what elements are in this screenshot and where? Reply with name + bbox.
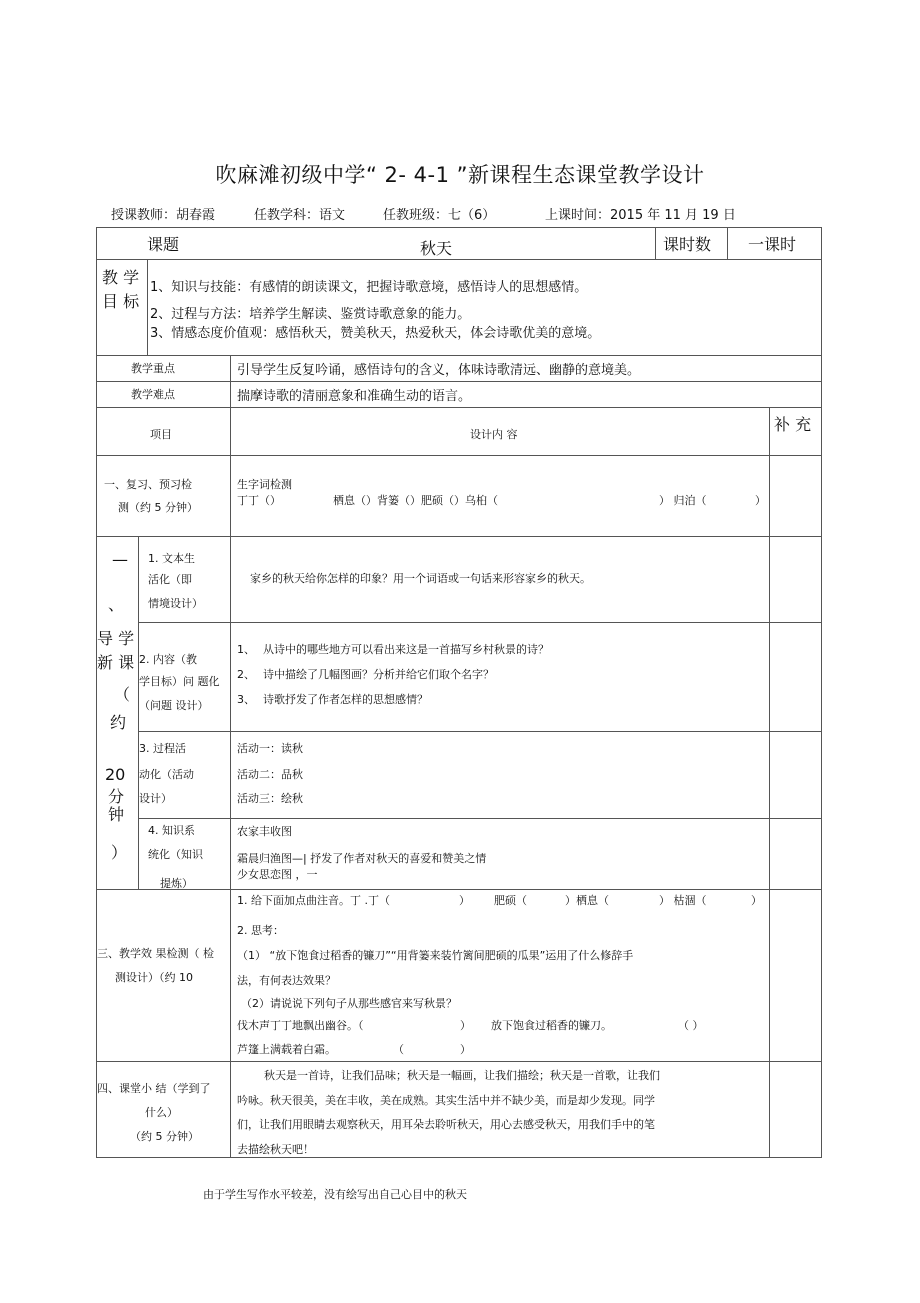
sub1-label: 1. 文本生 (148, 552, 195, 565)
difficulty-value: 揣摩诗歌的清丽意象和准确生动的语言。 (237, 389, 472, 404)
goals-label-2: 目 标 (102, 292, 140, 311)
key-value: 引导学生反复吟诵，感悟诗句的含义，体味诗歌清远、幽静的意境美。 (237, 363, 641, 378)
review-line2: 栖息（）背篓（）肥硕（）乌桕（ (333, 494, 498, 507)
sub1-content: 家乡的秋天给你怎样的印象？用一个词语或一句话来形容家乡的秋天。 (250, 572, 591, 585)
sub2-label: 2. 内容（教 (139, 653, 197, 666)
column-design: 设计内 容 (470, 428, 518, 441)
key-label: 教学重点 (131, 362, 175, 375)
sub3-label: 设计） (139, 792, 172, 805)
page-title: 吹麻滩初级中学“ 2- 4-1 ”新课程生态课堂教学设计 (215, 163, 705, 187)
guide-label: ） (111, 843, 128, 862)
column-item: 项目 (150, 428, 172, 441)
check-q1: ）栖息（ (565, 894, 609, 907)
check-q2-1: 法，有何表达效果？ (237, 974, 336, 987)
summary-line: 吟咏。秋天很美，美在丰收，美在成熟。其实生活中并不缺少美，而是却少发现。同学 (237, 1094, 655, 1107)
summary-line: 秋天是一首诗，让我们品味；秋天是一幅画，让我们描绘；秋天是一首歌，让我们 (264, 1069, 660, 1082)
reflection-note: 由于学生写作水平较差，没有绘写出自己心目中的秋天 (203, 1188, 467, 1201)
summary-line: 们，让我们用眼睛去观察秋天，用耳朵去聆听秋天，用心去感受秋天，用我们手中的笔 (237, 1118, 655, 1131)
activity-item: 活动一：读秋 (237, 742, 303, 755)
sub2-num: 1、 (237, 643, 255, 656)
sub4-label: 统化（知识 (148, 848, 203, 861)
sub4-line: 农家丰收图 (237, 825, 292, 838)
check-sentence: 伐木声丁丁地飘出幽谷。（ (237, 1019, 364, 1032)
guide-label: 钟 (108, 805, 125, 824)
difficulty-label: 教学难点 (131, 388, 175, 401)
review-label-2: 测（约 5 分钟） (118, 501, 198, 514)
goals-label-1: 教 学 (102, 268, 140, 287)
guide-label: — (112, 550, 128, 569)
sub4-label: 提炼） (160, 877, 193, 890)
check-q2-1: （1） “放下饱食过稻香的镰刀”“用背篓来装竹篱间肥硕的瓜果”运用了什么修辞手 (237, 949, 634, 962)
hours-label: 课时数 (663, 235, 712, 254)
class-info: 任教班级：七（6） (383, 208, 496, 223)
sub4-line: 霜晨归渔图—| 抒发了作者对秋天的喜爱和赞美之情 (237, 852, 487, 865)
activity-item: 活动三：绘秋 (237, 792, 303, 805)
summary-label-3: （约 5 分钟） (130, 1130, 199, 1143)
summary-label-2: 什么） (145, 1106, 178, 1119)
summary-line: 去描绘秋天吧！ (237, 1143, 314, 1156)
column-note: 补 充 (774, 415, 812, 434)
check-label-2: 测设计）（约 10 (115, 971, 193, 984)
check-q1: 1. 给下面加点曲注音。丁 .丁（ (237, 894, 390, 907)
hours-value: 一课时 (748, 235, 797, 254)
review-line1: 生字词检测 (237, 478, 292, 491)
sub2-num: 2、 (237, 668, 255, 681)
guide-label: 20 (105, 765, 126, 784)
goal-item: 3、情感态度价值观：感悟秋天，赞美秋天，热爱秋天，体会诗歌优美的意境。 (150, 326, 601, 341)
sub1-label: 活化（即 (148, 573, 192, 586)
check-q1: ） (459, 894, 470, 907)
teacher-info: 授课教师：胡春霞 (111, 208, 216, 223)
review-line2: 丁丁（） (237, 494, 281, 507)
check-sentence: ） (460, 1019, 471, 1032)
sub3-label: 3. 过程活 (139, 742, 186, 755)
activity-item: 活动二：品秋 (237, 768, 303, 781)
check-sentence: （ ） (678, 1019, 704, 1032)
guide-label: 、 (108, 595, 125, 614)
check-q1: ） (751, 894, 762, 907)
guide-label: 约 (110, 713, 127, 732)
check-sentence: ） (460, 1043, 471, 1056)
sub2-label: 学目标）问 题化 (139, 675, 220, 688)
guide-label: 导 学 (97, 629, 135, 648)
subject-info: 任教学科：语文 (254, 208, 346, 223)
date-info: 上课时间：2015 年 11 月 19 日 (545, 208, 736, 223)
check-q2-2: （2）请说说下列句子从那些感官来写秋景？ (241, 997, 457, 1010)
check-label-1: 三、教学效 果检测（ 检 (97, 947, 214, 960)
check-q2: 2. 思考： (237, 924, 284, 937)
review-label-1: 一、复习、预习检 (104, 478, 192, 491)
review-line2: ） (755, 494, 766, 507)
sub2-question: 诗歌抒发了作者怎样的思想感情？ (263, 693, 428, 706)
sub4-label: 4. 知识系 (148, 824, 195, 837)
sub2-question: 诗中描绘了几幅图画？分析并给它们取个名字？ (263, 668, 494, 681)
check-q1: 肥硕（ (494, 894, 527, 907)
goal-item: 2、过程与方法：培养学生解读、鉴赏诗歌意象的能力。 (150, 307, 471, 322)
review-line2: ） 归泊（ (659, 494, 707, 507)
sub4-line: 少女思恋图 ，一 (237, 868, 318, 881)
summary-label-1: 四、课堂小 结（学到了 (97, 1082, 211, 1095)
sub2-num: 3、 (237, 693, 255, 706)
check-sentence: （ (393, 1043, 404, 1056)
guide-label: 新 课 (97, 653, 135, 672)
goal-item: 1、知识与技能：有感情的朗读课文，把握诗歌意境，感悟诗人的思想感情。 (150, 280, 588, 295)
guide-label: 分 (108, 787, 125, 806)
sub2-label: （问题 设计） (139, 699, 209, 712)
check-sentence: 放下饱食过稻香的镰刀。 (491, 1019, 612, 1032)
sub3-label: 动化（活动 (139, 768, 194, 781)
topic-label: 课题 (147, 235, 180, 254)
sub1-label: 情境设计） (148, 597, 203, 610)
check-sentence: 芦篷上满载着白霜。 (237, 1043, 336, 1056)
topic-value: 秋天 (420, 239, 453, 258)
sub2-question: 从诗中的哪些地方可以看出来这是一首描写乡村秋景的诗？ (263, 643, 549, 656)
check-q1: ） 枯涸（ (659, 894, 707, 907)
guide-label: （ (114, 685, 131, 704)
